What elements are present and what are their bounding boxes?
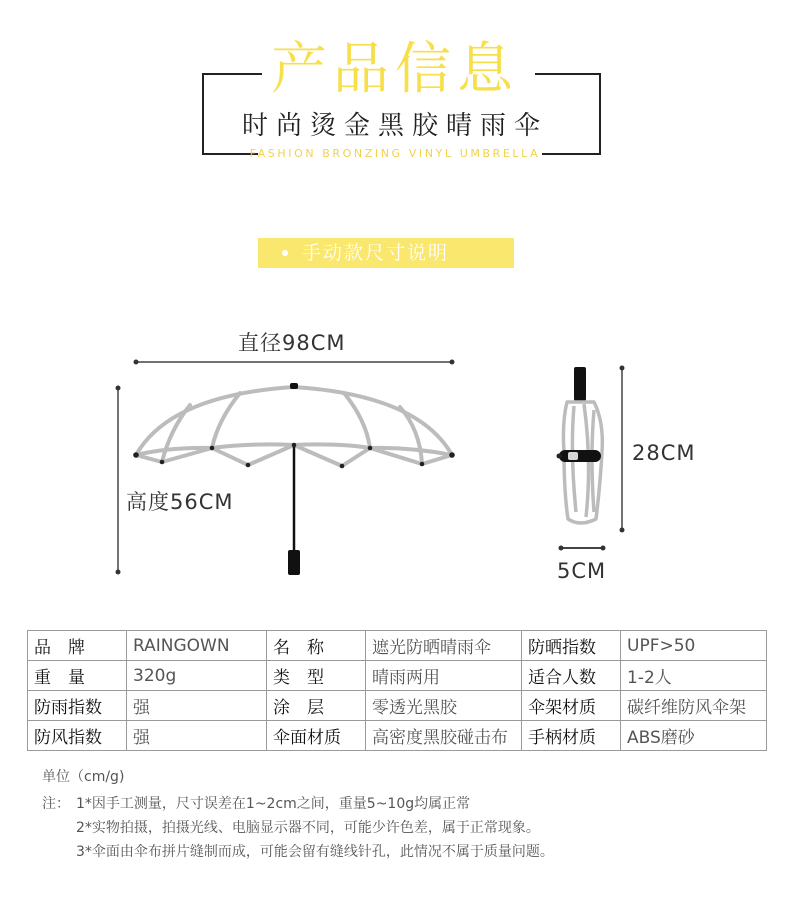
section-banner: [258, 238, 514, 268]
english-title: FASHION BRONZING VINYL UMBRELLA: [249, 147, 541, 160]
spec-label: 名 称: [267, 631, 366, 661]
diameter-label: 直径98CM: [238, 331, 346, 355]
note-item: 3*伞面由伞布拼片缝制而成，可能会留有缝线针孔，此情况不属于质量问题。: [76, 844, 554, 860]
spec-label: 手柄材质: [522, 721, 621, 751]
spec-label: 防晒指数: [522, 631, 621, 661]
spec-value: 1-2人: [621, 661, 767, 691]
note-item: 1*因手工测量，尺寸误差在1~2cm之间，重量5~10g均属正常: [76, 796, 471, 812]
spec-label: 品 牌: [28, 631, 127, 661]
folded-width-label: 5CM: [557, 559, 607, 583]
spec-label: 涂 层: [267, 691, 366, 721]
spec-label: 伞面材质: [267, 721, 366, 751]
table-row: [28, 721, 767, 751]
spec-value: 高密度黑胶碰击布: [366, 721, 522, 751]
bullet-icon: [282, 250, 288, 256]
spec-label: 重 量: [28, 661, 127, 691]
spec-value: 强: [127, 721, 267, 751]
spec-value: 零透光黑胶: [366, 691, 522, 721]
page-title: 产品信息: [271, 37, 519, 102]
note-item: 2*实物拍摄，拍摄光线、电脑显示器不同，可能少许色差，属于正常现象。: [76, 820, 540, 836]
folded-length-label: 28CM: [632, 441, 696, 465]
spec-value: ABS磨砂: [621, 721, 767, 751]
table-row: [28, 631, 767, 661]
spec-label: 伞架材质: [522, 691, 621, 721]
spec-value: UPF>50: [621, 631, 767, 661]
table-row: [28, 691, 767, 721]
folded-umbrella-diagram: [550, 362, 630, 557]
spec-value: 晴雨两用: [366, 661, 522, 691]
unit-note: 单位（cm/g): [42, 769, 125, 785]
product-subtitle: 时尚烫金黑胶晴雨伞: [241, 111, 548, 141]
spec-label: 类 型: [267, 661, 366, 691]
spec-value: 320g: [127, 661, 267, 691]
section-label: 手动款尺寸说明: [302, 242, 450, 264]
spec-value: 遮光防晒晴雨伞: [366, 631, 522, 661]
spec-value: RAINGOWN: [127, 631, 267, 661]
table-row: [28, 661, 767, 691]
note-prefix: 注：: [42, 796, 70, 812]
height-label: 高度56CM: [126, 490, 234, 514]
spec-label: 防风指数: [28, 721, 127, 751]
spec-label: 防雨指数: [28, 691, 127, 721]
spec-table: [27, 630, 767, 751]
spec-value: 强: [127, 691, 267, 721]
open-umbrella-diagram: [110, 355, 460, 585]
spec-label: 适合人数: [522, 661, 621, 691]
spec-value: 碳纤维防风伞架: [621, 691, 767, 721]
